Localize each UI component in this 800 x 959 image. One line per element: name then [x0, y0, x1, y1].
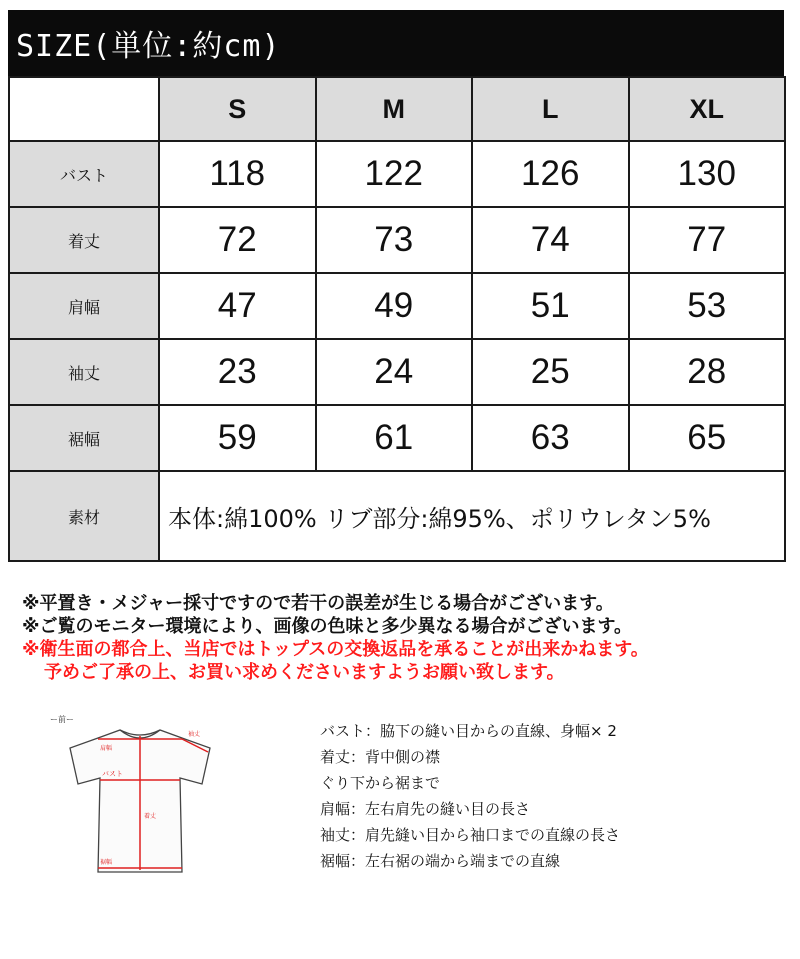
table-cell: 130: [629, 141, 786, 207]
table-cell: 51: [472, 273, 629, 339]
sleeve-label: 袖丈: [188, 731, 201, 738]
table-cell: 65: [629, 405, 786, 471]
table-cell: 23: [159, 339, 316, 405]
table-row-sleeve: [9, 339, 785, 405]
bust-label: バスト: [102, 770, 123, 778]
size-header-m: M: [316, 77, 473, 141]
table-row-hem: [9, 405, 785, 471]
legend-item: 肩幅：左右肩先の縫い目の長さ: [320, 800, 531, 818]
note-line: ※平置き・メジャー採寸ですので若干の誤差が生じる場合がございます。: [22, 593, 614, 614]
row-label: 着丈: [9, 207, 159, 273]
row-label: 裾幅: [9, 405, 159, 471]
size-header-s: S: [159, 77, 316, 141]
table-cell: 118: [159, 141, 316, 207]
table-cell: 59: [159, 405, 316, 471]
table-cell: 63: [472, 405, 629, 471]
notes: [22, 592, 792, 684]
table-cell: 25: [472, 339, 629, 405]
size-table: [8, 76, 786, 562]
table-cell: 49: [316, 273, 473, 339]
size-header-xl: XL: [629, 77, 786, 141]
legend-item: 着丈：背中側の襟: [320, 748, 441, 766]
row-label: 肩幅: [9, 273, 159, 339]
shoulder-label: 肩幅: [100, 745, 113, 752]
row-label: 袖丈: [9, 339, 159, 405]
corner-cell: [9, 77, 159, 141]
table-cell: 47: [159, 273, 316, 339]
table-header-row: [9, 77, 785, 141]
length-label: 着丈: [144, 813, 157, 820]
table-cell: 24: [316, 339, 473, 405]
measurement-legend: [320, 718, 780, 874]
front-label: ー前ー: [50, 715, 74, 724]
tshirt-illustration: [40, 712, 240, 882]
table-cell: 53: [629, 273, 786, 339]
table-cell: 77: [629, 207, 786, 273]
table-row-length: [9, 207, 785, 273]
table-cell: 72: [159, 207, 316, 273]
table-row-material: [9, 471, 785, 561]
table-cell: 126: [472, 141, 629, 207]
note-line-warning: ※衛生面の都合上、当店ではトップスの交換返品を承ることが出来かねます。: [22, 639, 649, 660]
size-chart-title: [8, 10, 784, 76]
table-cell: 74: [472, 207, 629, 273]
legend-item: ぐり下から裾まで: [320, 774, 441, 792]
tshirt-diagram: [40, 712, 240, 882]
table-cell: 28: [629, 339, 786, 405]
row-label: バスト: [9, 141, 159, 207]
hem-label: 裾幅: [100, 859, 113, 866]
table-row-bust: [9, 141, 785, 207]
legend-item: 袖丈：肩先縫い目から袖口までの直線の長さ: [320, 826, 621, 844]
material-value: 本体:綿100% リブ部分:綿95%、ポリウレタン5%: [159, 471, 785, 561]
title-text: SIZE(単位:約cm): [16, 29, 281, 64]
note-line-warning: 予めご了承の上、お買い求めくださいますようお願い致します。: [44, 662, 565, 683]
legend-item: 裾幅：左右裾の端から端までの直線: [320, 852, 561, 870]
legend-item: バスト：脇下の縫い目からの直線、身幅× 2: [320, 722, 617, 740]
table-row-shoulder: [9, 273, 785, 339]
table-cell: 122: [316, 141, 473, 207]
table-cell: 73: [316, 207, 473, 273]
material-label: 素材: [9, 471, 159, 561]
note-line: ※ご覧のモニター環境により、画像の色味と多少異なる場合がございます。: [22, 616, 633, 637]
size-header-l: L: [472, 77, 629, 141]
table-cell: 61: [316, 405, 473, 471]
